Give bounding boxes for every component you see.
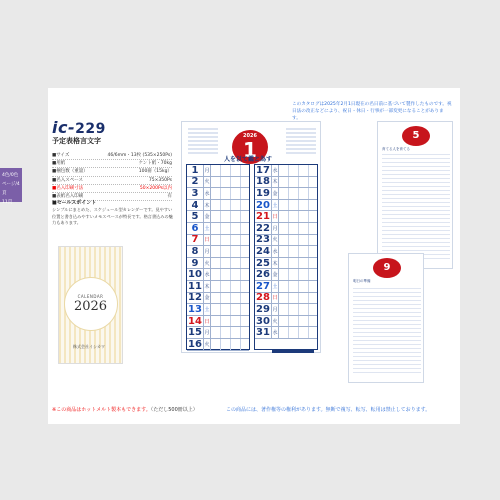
day-row (255, 246, 317, 258)
day-number: 15 (188, 327, 202, 339)
spec-value: ケント紙・70kg (138, 161, 172, 167)
memo-space (279, 258, 317, 269)
memo-space (279, 316, 317, 327)
badge-year: 2026 (243, 133, 257, 139)
weekday: 火 (271, 235, 279, 246)
memo-space (279, 211, 317, 222)
spec-value: 50×200Ps以内 (139, 185, 172, 191)
day-number: 17 (256, 164, 270, 176)
weekday: 木 (203, 281, 211, 292)
day-number: 25 (256, 257, 270, 269)
weekday: 金 (203, 211, 211, 222)
day-number: 22 (256, 222, 270, 234)
day-row (187, 177, 249, 189)
prev-month-mini (188, 126, 218, 154)
day-number: 18 (256, 176, 270, 188)
tab-line: 4色/0色 (2, 173, 19, 178)
day-number: 10 (188, 269, 202, 281)
weekday: 土 (203, 223, 211, 234)
memo-space (279, 327, 317, 338)
weekday: 土 (271, 281, 279, 292)
spec-label: ■名入スペース (52, 177, 84, 183)
spec-table (52, 152, 172, 201)
weekday: 木 (271, 177, 279, 188)
spec-row (52, 160, 172, 168)
day-row (187, 327, 249, 339)
motto: 人を以て鑑と為す (224, 156, 273, 163)
day-number: 31 (256, 327, 270, 339)
day-row (255, 235, 317, 247)
weekday: 日 (271, 293, 279, 304)
weekday: 木 (271, 258, 279, 269)
spec-value: 75×350Ps (148, 177, 172, 183)
day-row (255, 293, 317, 305)
memo-space (279, 281, 317, 292)
day-row (255, 281, 317, 293)
copyright-note: この商品には、著作権等の権利があります。無断で複写、転写、転用は禁止しております。 (226, 407, 431, 413)
memo-space (211, 281, 249, 292)
day-number: 8 (191, 245, 199, 257)
weekday: 金 (271, 188, 279, 199)
spec-row (52, 168, 172, 176)
weekday: 水 (203, 269, 211, 280)
info-note: このカタログは2025年2月1日現在の名日前に基づいて製作したものです。祝日法の改正などにより、祝日・休日・行事が一部変更になることがあります。 (292, 102, 452, 121)
weekday: 月 (203, 246, 211, 257)
spec-value: 有 (167, 194, 172, 200)
weekday: 火 (203, 177, 211, 188)
day-row (255, 304, 317, 316)
main-calendar (181, 121, 321, 353)
weekday: 木 (203, 200, 211, 211)
product-code (52, 118, 106, 137)
days-column-right (254, 164, 318, 350)
brand-strip (272, 350, 314, 353)
day-number: 23 (256, 234, 270, 246)
mini-motto: 育てる人を育てる (382, 147, 410, 151)
day-number: 20 (256, 199, 270, 211)
day-number: 13 (188, 303, 202, 315)
weekday: 日 (271, 211, 279, 222)
memo-space (211, 316, 249, 327)
day-number: 9 (191, 257, 199, 269)
cover-image (58, 246, 123, 364)
day-row (187, 246, 249, 258)
day-row (187, 165, 249, 177)
cover-label: CALENDAR (77, 294, 104, 299)
day-row (255, 177, 317, 189)
memo-space (279, 293, 317, 304)
spec-label: ■用紙 (52, 161, 66, 167)
day-row (255, 258, 317, 270)
code-prefix: ic- (52, 118, 76, 137)
day-number: 3 (191, 187, 199, 199)
day-number: 14 (188, 315, 202, 327)
weekday: 月 (271, 304, 279, 315)
weekday: 金 (271, 269, 279, 280)
memo-space (211, 327, 249, 338)
tab-line: ページ/4頁 (2, 182, 20, 196)
memo-space (279, 223, 317, 234)
memo-space (211, 246, 249, 257)
spec-row (52, 185, 172, 193)
memo-space (211, 188, 249, 199)
mini-day-grid (382, 153, 450, 262)
next-month-mini (286, 126, 316, 154)
day-number: 4 (191, 199, 199, 211)
spec-row (52, 177, 172, 185)
weekday: 水 (203, 188, 211, 199)
weekday: 水 (271, 246, 279, 257)
day-row (187, 293, 249, 305)
weekday: 火 (271, 316, 279, 327)
memo-space (211, 269, 249, 280)
day-number: 24 (256, 245, 270, 257)
weekday: 水 (271, 165, 279, 176)
weekday: 土 (271, 200, 279, 211)
memo-space (211, 235, 249, 246)
mini-motto: 明日の準備 (353, 279, 371, 283)
day-number: 7 (191, 234, 199, 246)
day-row (187, 316, 249, 328)
selling-points-title: ■セールスポイント (52, 200, 97, 206)
memo-space (279, 188, 317, 199)
binding-note-condition: （ただし500冊以上） (150, 407, 198, 413)
tab-line: 11頁 (2, 200, 13, 205)
weekday: 土 (203, 304, 211, 315)
mini-month-badge: 9 (373, 258, 401, 278)
day-row (187, 281, 249, 293)
weekday: 月 (203, 327, 211, 338)
memo-space (211, 293, 249, 304)
weekday: 日 (203, 316, 211, 327)
badge-month: 1 (243, 138, 257, 162)
day-row (255, 211, 317, 223)
category-tab[interactable] (0, 168, 22, 205)
days-column-left (186, 164, 250, 350)
spec-label: ■梱包数（重量） (52, 169, 88, 175)
memo-space (211, 339, 249, 350)
spec-row (52, 152, 172, 160)
day-number: 6 (191, 222, 199, 234)
memo-space (279, 246, 317, 257)
memo-space (279, 165, 317, 176)
day-row (255, 188, 317, 200)
memo-space (211, 211, 249, 222)
spec-label: ■表紙名入印刷 (52, 194, 84, 200)
spec-value: 100冊（15kg） (138, 169, 172, 175)
day-row (187, 339, 249, 351)
mini-day-grid (353, 285, 421, 376)
selling-points-text: シンプルにまとめた、スケジュール型カレンダーです。見やすい位置と書き込みやすいメモスペースが特長です。格言書込みの魅力もあります。 (52, 207, 173, 225)
memo-space (211, 165, 249, 176)
day-row (187, 223, 249, 235)
day-row (187, 211, 249, 223)
memo-space (279, 200, 317, 211)
day-row (187, 200, 249, 212)
day-row (255, 200, 317, 212)
day-number: 19 (256, 187, 270, 199)
day-row (255, 269, 317, 281)
product-subtitle: 予定表格言文字 (52, 137, 101, 145)
weekday: 水 (271, 327, 279, 338)
sample-calendar-1 (377, 121, 453, 269)
memo-space (211, 304, 249, 315)
spec-label: ■サイズ (52, 153, 70, 158)
day-row (255, 223, 317, 235)
weekday: 金 (203, 293, 211, 304)
day-row (187, 235, 249, 247)
day-number: 11 (188, 280, 202, 292)
day-row (187, 304, 249, 316)
weekday: 月 (271, 223, 279, 234)
day-number: 1 (191, 164, 199, 176)
day-number: 2 (191, 176, 199, 188)
cover-year: 2026 (73, 299, 108, 314)
cover-brand: 株式会社イシカワ (73, 344, 105, 349)
day-number: 12 (188, 292, 202, 304)
memo-space (279, 235, 317, 246)
weekday: 日 (203, 235, 211, 246)
sample-calendar-2 (348, 253, 424, 383)
day-row (187, 188, 249, 200)
day-number: 16 (188, 338, 202, 350)
memo-space (211, 258, 249, 269)
spec-label: ■名入印刷寸法 (52, 185, 84, 191)
memo-space (211, 177, 249, 188)
memo-space (211, 200, 249, 211)
day-number: 26 (256, 269, 270, 281)
day-number: 5 (191, 211, 199, 223)
weekday: 月 (203, 165, 211, 176)
memo-space (211, 223, 249, 234)
memo-space (279, 304, 317, 315)
binding-note-red: ※この商品はホットメルト製本もできます。 (52, 407, 151, 413)
day-row (255, 165, 317, 177)
weekday: 火 (203, 339, 211, 350)
memo-space (279, 177, 317, 188)
day-number: 21 (256, 211, 270, 223)
day-number: 27 (256, 280, 270, 292)
day-row (255, 327, 317, 339)
mini-month-badge: 5 (402, 126, 430, 146)
day-number: 30 (256, 315, 270, 327)
memo-space (279, 269, 317, 280)
binding-note (52, 406, 198, 413)
day-number: 28 (256, 292, 270, 304)
day-row (187, 269, 249, 281)
day-row (187, 258, 249, 270)
day-number: 29 (256, 303, 270, 315)
code-number: 229 (75, 121, 106, 137)
weekday: 火 (203, 258, 211, 269)
spec-value: 46/6mm・13枚 (535×250Ps) (107, 153, 172, 158)
day-row (255, 316, 317, 328)
